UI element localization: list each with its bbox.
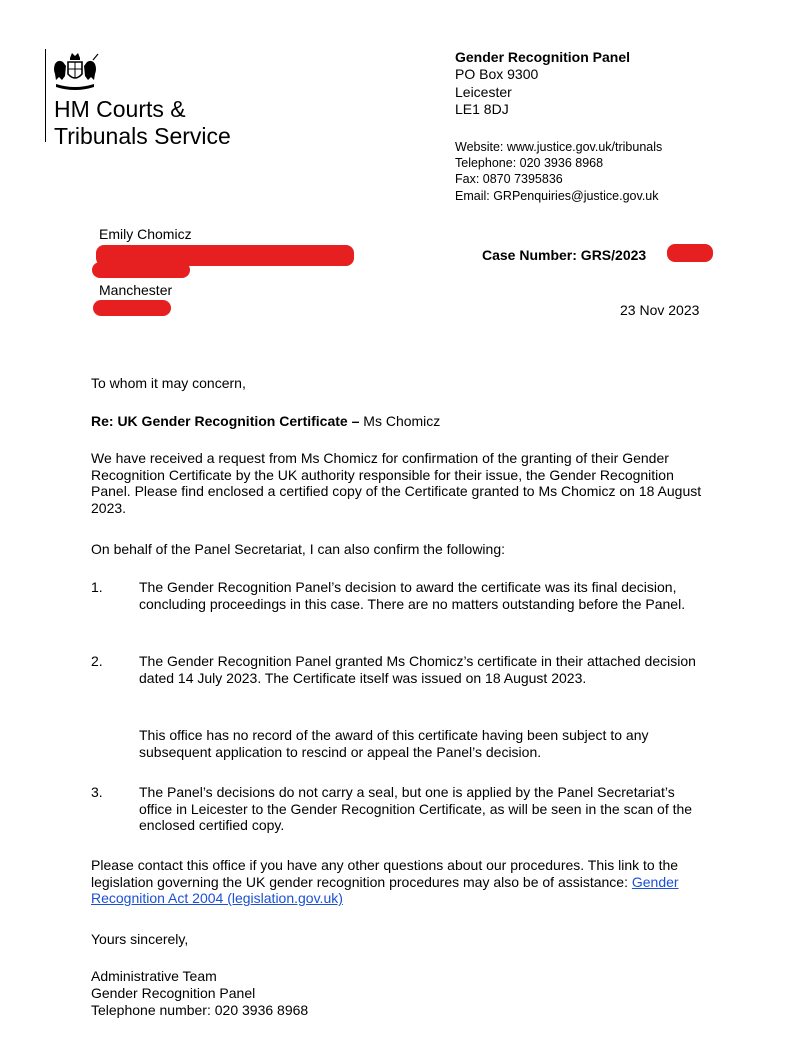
royal-coat-of-arms-icon [50,50,100,92]
case-number: Case Number: GRS/2023 [482,247,647,263]
subject-name: Ms Chomicz [359,413,441,429]
recipient-name: Emily Chomicz [99,226,192,242]
redacted-case-suffix [667,244,713,262]
list-item: The Panel’s decisions do not carry a seal, but one is applied by the Panel Secretariat’s office in Leicester to the Gender Recognition Certificate, as will be seen in the scan of the enclosed certified copy. [139,784,693,833]
logo-text-line2: Tribunals Service [54,123,231,149]
signature-line: Telephone number: 020 3936 8968 [91,1002,309,1018]
list-item: The Gender Recognition Panel granted Ms Chomicz’s certificate in their attached decision dated 14 July 2023. The Certificate itself was issued on 18 August 2023. [139,653,696,686]
list-item-continuation: This office has no record of the award of this certificate having been subject to any subsequent application to rescind or appeal the Panel’s decision. [139,727,649,760]
list-number: 2. [91,653,103,669]
legislation-link[interactable]: Gender Recognition Act 2004 (legislation.gov.uk) [91,873,679,906]
salutation: To whom it may concern, [91,375,246,391]
closing-text: Please contact this office if you have any other questions about our procedures. This link to the legislation governing the UK gender recognition procedures may also be of assistance: [91,857,679,890]
sender-fax: Fax: 0870 7395836 [455,172,563,186]
subject-line [91,413,711,430]
sender-telephone: Telephone: 020 3936 8968 [455,156,604,170]
letter-date: 23 Nov 2023 [620,302,700,318]
confirm-paragraph: On behalf of the Panel Secretariat, I can also confirm the following: [91,541,506,557]
logo-text-line1: HM Courts & [54,96,186,122]
closing-paragraph [91,857,711,907]
signoff: Yours sincerely, [91,931,189,947]
sender-address-line: LE1 8DJ [455,101,509,117]
sender-website: Website: www.justice.gov.uk/tribunals [455,140,663,154]
signature-line: Administrative Team [91,968,217,984]
intro-paragraph: We have received a request from Ms Chomicz for confirmation of the granting of their Gender Recognition Certificate by the UK authority responsible for their issue, the Gender Recognition Panel. Please find enclosed a certified copy of the Certificate granted to Ms Chomicz on 18 August 2023. [91,450,702,516]
redacted-postcode [93,300,171,316]
list-number: 1. [91,579,103,595]
sender-email: Email: GRPenquiries@justice.gov.uk [455,189,659,203]
signature-line: Gender Recognition Panel [91,985,256,1001]
sender-address-line: PO Box 9300 [455,66,539,82]
logo-divider [45,49,46,142]
subject-bold: Re: UK Gender Recognition Certificate – [91,413,360,429]
redacted-address-line [92,262,190,278]
recipient-city: Manchester [99,282,173,298]
sender-name: Gender Recognition Panel [455,49,631,65]
sender-address-line: Leicester [455,84,512,100]
list-number: 3. [91,784,103,800]
list-item: The Gender Recognition Panel’s decision to award the certificate was its final decision, concluding proceedings in this case. There are no matters outstanding before the Panel. [139,579,686,612]
